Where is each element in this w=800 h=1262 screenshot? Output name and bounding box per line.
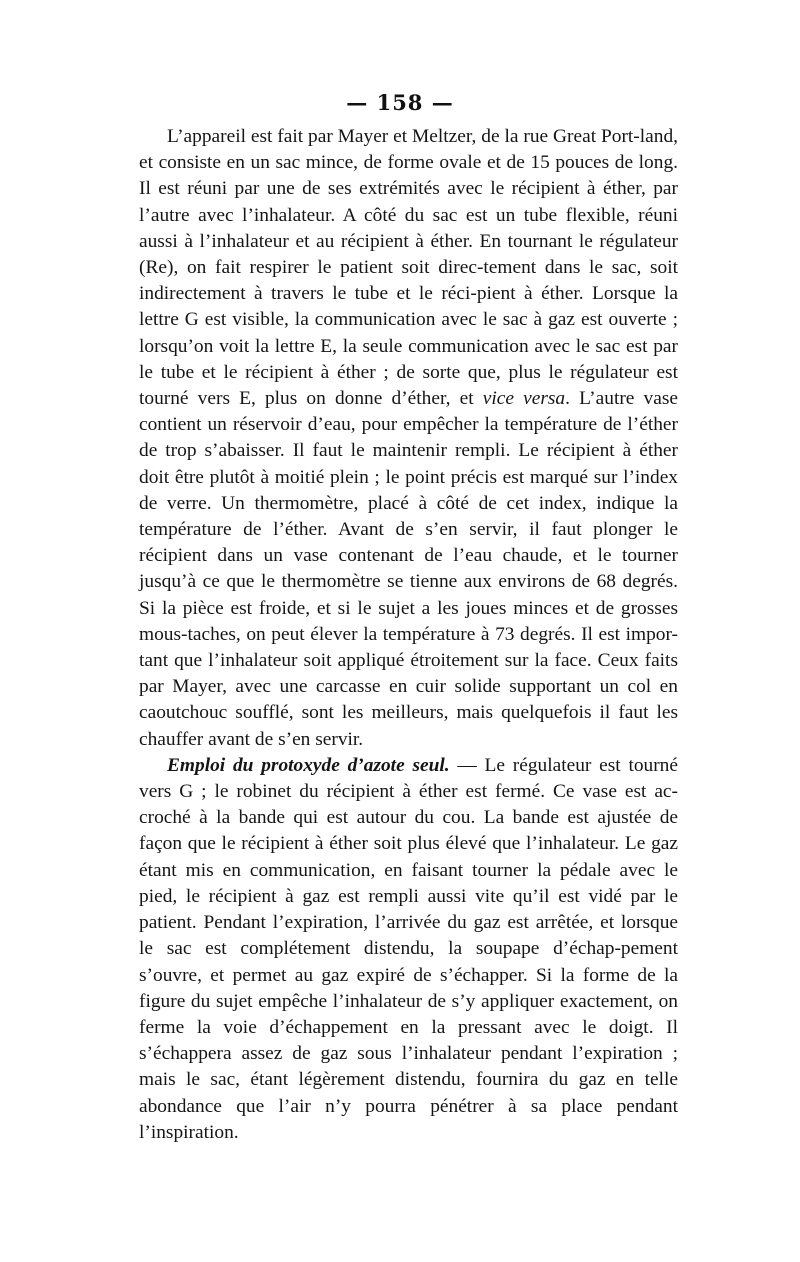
body-text [139,124,678,1146]
section-heading: Emploi du protoxyde d’azote seul. [167,754,450,776]
page-number: — 158 — [346,90,454,115]
paragraph-nitrous-oxide-use [139,753,678,1146]
paragraph-1-text-b: . L’autre vase contient un réservoir d’eau, pour empêcher la température de l’éther de trop s’abaisser. Il faut le maintenir rempli. Le récipient à éther doit être plutôt à moitié plein ; le point précis est marqué sur l’index de verre. Un thermomètre, placé à côté de cet index, indique la température de l’éther. Avant de s’en servir, il faut plonger le récipient dans un vase contenant de l’eau chaude, et le tourner jusqu’à ce que le thermomètre se tienne aux environs de 68 degrés. Si la pièce est froide, et si le sujet a les joues minces et de grosses mous-taches, on peut élever la température à 73 degrés. Il est impor-tant que l’inhalateur soit appliqué étroitement sur la face. Ceux faits par Mayer, avec une carcasse en cuir solide supportant un col en caoutchouc soufflé, sont les meilleurs, mais quelquefois il faut les chauffer avant de s’en servir. [139,388,678,750]
paragraph-1-text-a: L’appareil est fait par Mayer et Meltzer, de la rue Great Port-land, et consiste en un sac mince, de forme ovale et de 15 pouces de long. Il est réuni par une de ses extrémités avec le récipient à éther, par l’autre avec l’inhalateur. A côté du sac est un tube flexible, réuni aussi à l’inhalateur et au récipient à éther. En tournant le régulateur (Re), on fait respirer le patient soit direc-tement dans le sac, soit indirectement à travers le tube et le réci-pient à éther. Lorsque la lettre G est visible, la communication avec le sac à gaz est ouverte ; lorsqu’on voit la lettre E, la seule communication avec le sac est par le tube et le récipient à éther ; de sorte que, plus le régulateur est tourné vers E, plus on donne d’éther, et [139,126,678,410]
paragraph-apparatus-description [139,124,678,753]
italic-vice-versa: vice versa [482,388,566,410]
paragraph-2-text: — Le régulateur est tourné vers G ; le robinet du récipient à éther est fermé. Ce vase est ac-croché à la bande qui est autour du cou. La bande est ajustée de façon que le récipient à éther soit plus élevé que l’inhalateur. Le gaz étant mis en communication, en faisant tourner la pédale avec le pied, le récipient à gaz est rempli aussi vite qu’il est vidé par le patient. Pendant l’expiration, l’arrivée du gaz est arrêtée, et lorsque le sac est complétement distendu, la soupape d’échap-pement s’ouvre, et permet au gaz expiré de s’échapper. Si la forme de la figure du sujet empêche l’inhalateur de s’y appliquer exactement, on ferme la voie d’échappement en la pressant avec le doigt. Il s’échappera assez de gaz sous l’inhalateur pendant l’expiration ; mais le sac, étant légèrement distendu, fournira du gaz en telle abondance que l’air n’y pourra pénétrer à sa place pendant l’inspiration. [139,754,678,1143]
